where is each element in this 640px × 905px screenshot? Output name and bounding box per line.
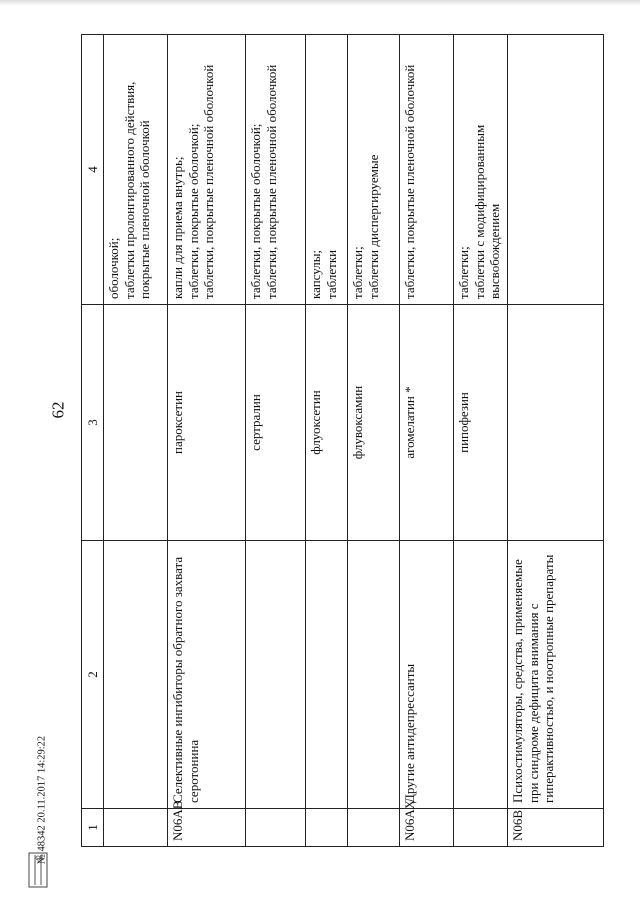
code-cell: N06B <box>508 809 604 847</box>
forms-cell: таблетки; таблетки с модифицированным высвобождением <box>454 35 508 305</box>
group-cell <box>348 541 400 809</box>
footer-registration <box>30 725 54 875</box>
table-row <box>246 35 306 847</box>
page-number <box>46 392 70 428</box>
header-row <box>82 35 104 847</box>
code-cell <box>246 809 306 847</box>
page-number-text: 62 <box>48 401 67 419</box>
table-row <box>348 35 400 847</box>
forms-cell <box>508 35 604 305</box>
group-cell <box>246 541 306 809</box>
table-row <box>508 35 604 847</box>
table-row <box>400 35 454 847</box>
scan-edge <box>0 0 640 6</box>
substance-cell <box>104 305 168 541</box>
header-col-2: 2 <box>82 541 104 809</box>
substance-cell <box>508 305 604 541</box>
forms-cell: таблетки, покрытые оболочкой; таблетки, покрытые пленочной оболочкой <box>246 35 306 305</box>
code-cell <box>104 809 168 847</box>
substance-cell: пароксетин <box>168 305 246 541</box>
substance-cell: флувоксамин <box>348 305 400 541</box>
group-cell: Другие антидепрессанты <box>400 541 454 809</box>
table-row <box>306 35 348 847</box>
forms-cell: капли для приема внутрь; таблетки, покрытые оболочкой; таблетки, покрытые пленочной оболочкой <box>168 35 246 305</box>
group-cell <box>306 541 348 809</box>
header-col-1: 1 <box>82 809 104 847</box>
substance-cell: агомелатин * <box>400 305 454 541</box>
table-row <box>168 35 246 847</box>
code-cell: N06AX <box>400 809 454 847</box>
code-cell <box>454 809 508 847</box>
substance-cell: пипофезин <box>454 305 508 541</box>
substance-cell: сертралин <box>246 305 306 541</box>
rotated-table-container <box>81 35 611 847</box>
medicine-table <box>81 34 604 847</box>
group-cell: Психостимуляторы, средства, применяемые при синдроме дефицита внимания с гиперактивностью, и ноотропные препараты <box>508 541 604 809</box>
group-cell: Селективные ингибиторы обратного захвата серотонина <box>168 541 246 809</box>
header-col-3: 3 <box>82 305 104 541</box>
forms-cell: капсулы; таблетки <box>306 35 348 305</box>
header-col-4: 4 <box>82 35 104 305</box>
code-cell: N06AB <box>168 809 246 847</box>
footer-text: № 48342 20.11.2017 14:29:22 <box>36 735 48 865</box>
table-row <box>454 35 508 847</box>
table-row <box>104 35 168 847</box>
forms-cell: оболочкой; таблетки пролонгированного действия, покрытые пленочной оболочкой <box>104 35 168 305</box>
substance-cell: флуоксетин <box>306 305 348 541</box>
group-cell <box>104 541 168 809</box>
forms-cell: таблетки; таблетки диспергируемые <box>348 35 400 305</box>
code-cell <box>306 809 348 847</box>
forms-cell: таблетки, покрытые пленочной оболочкой <box>400 35 454 305</box>
group-cell <box>454 541 508 809</box>
code-cell <box>348 809 400 847</box>
